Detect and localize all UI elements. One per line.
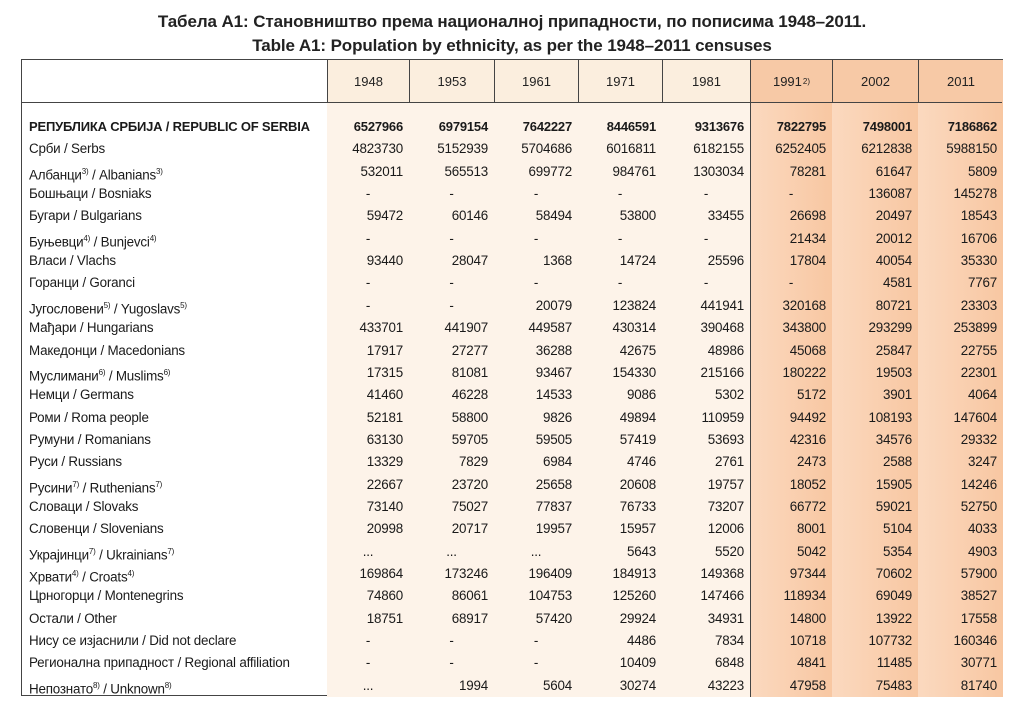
table-title-english: Table A1: Population by ethnicity, as per the 1948–2011 censuses bbox=[252, 36, 772, 55]
year-header-label: 1953 bbox=[437, 73, 467, 89]
table-row bbox=[22, 362, 1002, 384]
cell-value: 180222 bbox=[782, 364, 826, 380]
cell-value: 57420 bbox=[535, 610, 572, 626]
row-label: Русини$^{7)}$ / Ruthenians$^{7)}$ bbox=[29, 479, 163, 496]
cell-value: 18052 bbox=[789, 476, 826, 492]
table-row bbox=[22, 474, 1002, 496]
cell-value: ... bbox=[530, 543, 542, 559]
cell-value: 59021 bbox=[875, 498, 912, 514]
cell-value: 74860 bbox=[366, 588, 403, 604]
table-row bbox=[22, 541, 1002, 563]
cell-value: 5302 bbox=[715, 387, 744, 403]
cell-value: 17917 bbox=[366, 342, 403, 358]
cell-value: 11485 bbox=[876, 655, 912, 671]
cell-value: 13329 bbox=[366, 454, 403, 470]
year-header-label: 2002 bbox=[861, 73, 890, 89]
cell-value: 19957 bbox=[535, 521, 572, 537]
table-row bbox=[22, 250, 1002, 272]
cell-value: 215166 bbox=[700, 364, 744, 380]
cell-value: 9086 bbox=[627, 387, 656, 403]
cell-value: 184913 bbox=[612, 566, 656, 581]
cell-value: 20998 bbox=[366, 521, 403, 537]
cell-value: 15905 bbox=[875, 476, 912, 492]
cell-value: 49894 bbox=[619, 409, 656, 425]
row-label: Украјинци$^{7)}$ / Ukrainians$^{7)}$ bbox=[29, 546, 175, 563]
cell-value: 118934 bbox=[783, 588, 826, 604]
table-row bbox=[22, 585, 1002, 607]
cell-value: 25658 bbox=[535, 476, 572, 492]
row-label: Муслимани$^{6)}$ / Muslims$^{6)}$ bbox=[29, 367, 171, 384]
cell-value: 93440 bbox=[366, 253, 403, 269]
year-header-1971 bbox=[578, 60, 662, 102]
cell-value: 70602 bbox=[875, 566, 912, 581]
cell-value: 53693 bbox=[707, 431, 744, 447]
cell-value: 61647 bbox=[875, 163, 912, 179]
year-header-1948 bbox=[327, 60, 409, 102]
cell-value: - bbox=[449, 230, 454, 246]
cell-value: 5042 bbox=[797, 543, 826, 559]
cell-value: 4823730 bbox=[352, 141, 403, 157]
cell-value: 18751 bbox=[366, 610, 403, 626]
cell-value: 196409 bbox=[528, 566, 572, 581]
cell-value: 42675 bbox=[619, 342, 656, 358]
cell-value: 253899 bbox=[953, 320, 997, 336]
cell-value: 984761 bbox=[612, 163, 656, 179]
year-header-label: 1991 bbox=[772, 73, 802, 89]
cell-value: 6016811 bbox=[606, 141, 656, 157]
year-header-label: 2011 bbox=[947, 73, 975, 89]
cell-value: 14724 bbox=[619, 253, 656, 269]
cell-value: 10409 bbox=[619, 655, 656, 671]
cell-value: 75483 bbox=[875, 677, 912, 693]
row-label: Македонци / Macedonians bbox=[29, 342, 185, 358]
year-header-1953 bbox=[409, 60, 494, 102]
cell-value: 3247 bbox=[968, 454, 997, 470]
cell-value: 68917 bbox=[451, 610, 488, 626]
cell-value: 7829 bbox=[459, 454, 488, 470]
cell-value: - bbox=[788, 186, 794, 202]
cell-value: 78281 bbox=[789, 163, 826, 179]
table-row bbox=[22, 272, 1002, 294]
table-header bbox=[22, 60, 1002, 103]
cell-value: 5354 bbox=[883, 543, 912, 559]
cell-value: 449587 bbox=[528, 320, 572, 336]
cell-value: 7822795 bbox=[776, 119, 826, 134]
cell-value: - bbox=[449, 297, 454, 313]
cell-value: 173246 bbox=[444, 566, 488, 581]
cell-value: 38527 bbox=[960, 588, 997, 604]
row-label: Словаци / Slovaks bbox=[29, 498, 139, 514]
cell-value: 4064 bbox=[968, 387, 997, 403]
cell-value: 430314 bbox=[612, 320, 656, 336]
cell-value: 81740 bbox=[960, 677, 997, 693]
year-header-1961 bbox=[494, 60, 578, 102]
table-row bbox=[22, 317, 1002, 339]
cell-value: 94492 bbox=[789, 409, 826, 425]
cell-value: 30274 bbox=[619, 677, 656, 693]
cell-value: 20608 bbox=[619, 476, 656, 492]
cell-value: 6527966 bbox=[353, 119, 403, 134]
table-title-serbian: Табела А1: Становништво према националној припадности, по пописима 1948–2011. bbox=[157, 12, 867, 31]
row-label: Руси / Russians bbox=[29, 454, 122, 470]
cell-value: 6212838 bbox=[861, 141, 912, 157]
table-row bbox=[22, 518, 1002, 540]
cell-value: 75027 bbox=[451, 498, 488, 514]
cell-value: 160346 bbox=[953, 633, 997, 649]
cell-value: 136087 bbox=[868, 186, 912, 202]
cell-value: - bbox=[365, 633, 371, 649]
row-label: РЕПУБЛИКА СРБИЈА / REPUBLIC OF SERBIA bbox=[29, 119, 310, 134]
cell-value: 29332 bbox=[960, 431, 997, 447]
cell-value: - bbox=[533, 230, 539, 246]
cell-value: - bbox=[617, 275, 623, 291]
cell-value: ... bbox=[362, 677, 374, 693]
cell-value: 6252405 bbox=[775, 141, 826, 157]
table-row bbox=[22, 295, 1002, 317]
table-row bbox=[22, 138, 1002, 160]
cell-value: 17558 bbox=[960, 610, 997, 626]
cell-value: 17315 bbox=[366, 364, 403, 380]
cell-value: 441907 bbox=[444, 320, 488, 336]
cell-value: 14533 bbox=[535, 387, 572, 403]
cell-value: 4746 bbox=[627, 454, 656, 470]
cell-value: 107732 bbox=[868, 633, 912, 649]
cell-value: 57419 bbox=[619, 431, 656, 447]
cell-value: 7498001 bbox=[862, 119, 912, 134]
cell-value: - bbox=[449, 633, 454, 649]
cell-value: 73140 bbox=[366, 498, 403, 514]
cell-value: 34576 bbox=[875, 431, 912, 447]
cell-value: 6984 bbox=[543, 454, 572, 470]
cell-value: 27277 bbox=[451, 342, 488, 358]
row-label: Горанци / Goranci bbox=[29, 275, 135, 291]
cell-value: ... bbox=[446, 543, 457, 559]
cell-value: 1994 bbox=[459, 677, 488, 693]
row-label: Нису се изјаснили / Did not declare bbox=[29, 633, 237, 649]
cell-value: 22301 bbox=[960, 364, 997, 380]
cell-value: 34931 bbox=[707, 610, 744, 626]
cell-value: 154330 bbox=[612, 364, 656, 380]
cell-value: 2473 bbox=[797, 454, 826, 470]
cell-value: 63130 bbox=[366, 431, 403, 447]
cell-value: 25596 bbox=[707, 253, 744, 269]
cell-value: 52181 bbox=[366, 409, 403, 425]
year-header-1991 bbox=[750, 60, 832, 102]
cell-value: 2761 bbox=[715, 454, 744, 470]
cell-value: 59505 bbox=[535, 431, 572, 447]
cell-value: 433701 bbox=[359, 320, 403, 336]
population-table bbox=[21, 59, 1003, 696]
cell-value: 147466 bbox=[700, 588, 744, 604]
cell-value: 7186862 bbox=[947, 119, 997, 134]
cell-value: 532011 bbox=[360, 163, 403, 179]
cell-value: 26698 bbox=[789, 208, 826, 224]
cell-value: 20497 bbox=[875, 208, 912, 224]
cell-value: - bbox=[533, 655, 539, 671]
cell-value: 7834 bbox=[715, 633, 744, 649]
cell-value: 149368 bbox=[700, 566, 744, 581]
cell-value: 5172 bbox=[797, 387, 826, 403]
cell-value: 14800 bbox=[789, 610, 826, 626]
cell-value: 5704686 bbox=[521, 141, 572, 157]
table-row bbox=[22, 228, 1002, 250]
table-row bbox=[22, 675, 1002, 697]
cell-value: - bbox=[533, 275, 539, 291]
cell-value: 25847 bbox=[875, 342, 912, 358]
cell-value: - bbox=[449, 275, 454, 291]
row-label: Југословени$^{5)}$ / Yugoslavs$^{5)}$ bbox=[29, 300, 187, 317]
cell-value: 20717 bbox=[451, 521, 488, 537]
cell-value: 12006 bbox=[707, 521, 744, 537]
cell-value: 293299 bbox=[868, 320, 912, 336]
table-row bbox=[22, 116, 1002, 138]
cell-value: 46228 bbox=[451, 387, 488, 403]
cell-value: - bbox=[703, 275, 709, 291]
cell-value: 66772 bbox=[789, 498, 826, 514]
cell-value: 5988150 bbox=[946, 141, 997, 157]
cell-value: 48986 bbox=[707, 342, 744, 358]
year-header-label: 1981 bbox=[692, 73, 721, 89]
cell-value: 1368 bbox=[543, 253, 572, 269]
cell-value: 35330 bbox=[960, 253, 997, 269]
cell-value: 9826 bbox=[543, 409, 572, 425]
row-label: Власи / Vlachs bbox=[29, 253, 116, 269]
cell-value: 110959 bbox=[701, 409, 744, 425]
table-row bbox=[22, 608, 1002, 630]
row-label: Регионална припадност / Regional affiliation bbox=[29, 655, 290, 671]
cell-value: 19503 bbox=[875, 364, 912, 380]
cell-value: 6979154 bbox=[438, 119, 488, 134]
cell-value: 97344 bbox=[789, 566, 826, 581]
cell-value: 10718 bbox=[789, 633, 826, 649]
row-label: Бошњаци / Bosniaks bbox=[29, 186, 152, 202]
cell-value: 147604 bbox=[953, 409, 997, 425]
cell-value: 40054 bbox=[875, 253, 912, 269]
cell-value: 320168 bbox=[782, 297, 826, 313]
cell-value: 20012 bbox=[875, 230, 912, 246]
row-label: Немци / Germans bbox=[29, 387, 134, 403]
cell-value: 390468 bbox=[700, 320, 744, 336]
row-label: Црногорци / Montenegrins bbox=[29, 588, 184, 604]
cell-value: 47958 bbox=[789, 677, 826, 693]
cell-value: - bbox=[617, 186, 623, 202]
cell-value: 441941 bbox=[700, 297, 744, 313]
cell-value: 9313676 bbox=[694, 119, 744, 134]
cell-value: 4033 bbox=[968, 521, 997, 537]
cell-value: 23303 bbox=[960, 297, 997, 313]
cell-value: 80721 bbox=[875, 297, 912, 313]
cell-value: 60146 bbox=[451, 208, 488, 224]
cell-value: 81081 bbox=[451, 364, 488, 380]
cell-value: 41460 bbox=[366, 387, 403, 403]
cell-value: - bbox=[365, 186, 371, 202]
cell-value: 6848 bbox=[715, 655, 744, 671]
footnote-marker: 2) bbox=[802, 76, 811, 86]
table-row bbox=[22, 384, 1002, 406]
row-label: Бугари / Bulgarians bbox=[29, 208, 142, 224]
cell-value: 7767 bbox=[968, 275, 997, 291]
year-header-label: 1971 bbox=[606, 73, 635, 89]
table-row bbox=[22, 451, 1002, 473]
cell-value: - bbox=[365, 297, 371, 313]
table-row bbox=[22, 652, 1002, 674]
cell-value: 6182155 bbox=[693, 141, 744, 157]
cell-value: 57900 bbox=[960, 566, 997, 581]
cell-value: 4903 bbox=[968, 543, 997, 559]
cell-value: 14246 bbox=[960, 476, 997, 492]
cell-value: - bbox=[449, 655, 454, 671]
cell-value: - bbox=[365, 230, 371, 246]
table-row bbox=[22, 183, 1002, 205]
cell-value: 58800 bbox=[451, 409, 488, 425]
year-header-2002 bbox=[832, 60, 918, 102]
cell-value: - bbox=[703, 186, 709, 202]
row-label: Румуни / Romanians bbox=[29, 431, 151, 447]
cell-value: - bbox=[533, 633, 539, 649]
cell-value: 104753 bbox=[528, 588, 572, 604]
cell-value: 86061 bbox=[451, 588, 488, 604]
row-label: Срби / Serbs bbox=[29, 141, 106, 157]
row-label: Непознато$^{8)}$ / Unknown$^{8)}$ bbox=[29, 680, 172, 697]
cell-value: 565513 bbox=[444, 163, 488, 179]
table-row bbox=[22, 630, 1002, 652]
cell-value: 5643 bbox=[627, 543, 656, 559]
cell-value: 5520 bbox=[715, 543, 744, 559]
cell-value: 29924 bbox=[619, 610, 656, 626]
cell-value: 4581 bbox=[883, 275, 912, 291]
cell-value: 45068 bbox=[789, 342, 826, 358]
cell-value: 3901 bbox=[883, 387, 912, 403]
cell-value: 16706 bbox=[960, 230, 997, 246]
cell-value: 20079 bbox=[535, 297, 572, 313]
cell-value: 22667 bbox=[366, 476, 403, 492]
cell-value: 2588 bbox=[883, 454, 912, 470]
row-label: Хрвати$^{4)}$ / Croats$^{4)}$ bbox=[29, 569, 135, 585]
cell-value: 36288 bbox=[535, 342, 572, 358]
cell-value: 69049 bbox=[875, 588, 912, 604]
row-label: Остали / Other bbox=[29, 610, 117, 626]
cell-value: 4841 bbox=[797, 655, 826, 671]
year-header-2011 bbox=[918, 60, 1003, 102]
row-label: Роми / Roma people bbox=[29, 409, 149, 425]
cell-value: - bbox=[365, 655, 371, 671]
table-row bbox=[22, 205, 1002, 227]
cell-value: - bbox=[703, 230, 709, 246]
cell-value: 8446591 bbox=[606, 119, 656, 134]
cell-value: 5809 bbox=[968, 163, 997, 179]
cell-value: 21434 bbox=[789, 230, 826, 246]
table-row bbox=[22, 161, 1002, 183]
row-label: Мађари / Hungarians bbox=[29, 320, 154, 336]
cell-value: 1303034 bbox=[693, 163, 744, 179]
cell-value: 4486 bbox=[627, 633, 656, 649]
table-row bbox=[22, 340, 1002, 362]
cell-value: 30771 bbox=[960, 655, 997, 671]
table-row bbox=[22, 496, 1002, 518]
cell-value: 108193 bbox=[868, 409, 912, 425]
year-header-label: 1961 bbox=[522, 73, 551, 89]
row-label: Албанци$^{3)}$ / Albanians$^{3)}$ bbox=[29, 166, 163, 183]
cell-value: - bbox=[788, 275, 794, 291]
cell-value: 8001 bbox=[797, 521, 826, 537]
cell-value: - bbox=[533, 186, 539, 202]
table-row bbox=[22, 407, 1002, 429]
cell-value: 699772 bbox=[528, 163, 572, 179]
cell-value: 13922 bbox=[875, 610, 912, 626]
cell-value: - bbox=[365, 275, 371, 291]
cell-value: 15957 bbox=[619, 521, 656, 537]
year-header-label: 1948 bbox=[354, 73, 383, 89]
table-body bbox=[22, 102, 1002, 697]
cell-value: 5152939 bbox=[437, 141, 488, 157]
cell-value: ... bbox=[362, 543, 374, 559]
cell-value: 7642227 bbox=[522, 119, 572, 134]
cell-value: 73207 bbox=[707, 498, 744, 514]
cell-value: 59472 bbox=[366, 208, 403, 224]
cell-value: 343800 bbox=[782, 320, 826, 336]
cell-value: - bbox=[617, 230, 623, 246]
cell-value: 77837 bbox=[535, 498, 572, 514]
cell-value: 17804 bbox=[789, 253, 826, 269]
table-row bbox=[22, 429, 1002, 451]
cell-value: 93467 bbox=[535, 364, 572, 380]
cell-value: - bbox=[449, 186, 454, 202]
cell-value: 18543 bbox=[960, 208, 997, 224]
cell-value: 5104 bbox=[883, 521, 912, 537]
cell-value: 28047 bbox=[451, 253, 488, 269]
cell-value: 52750 bbox=[960, 498, 997, 514]
cell-value: 58494 bbox=[535, 208, 572, 224]
cell-value: 125260 bbox=[612, 588, 656, 604]
cell-value: 5604 bbox=[543, 677, 572, 693]
cell-value: 19757 bbox=[707, 476, 744, 492]
cell-value: 53800 bbox=[619, 208, 656, 224]
cell-value: 169864 bbox=[359, 566, 403, 581]
cell-value: 33455 bbox=[707, 208, 744, 224]
cell-value: 76733 bbox=[619, 498, 656, 514]
row-label: Буњевци$^{4)}$ / Bunjevci$^{4)}$ bbox=[29, 233, 157, 250]
table-row bbox=[22, 563, 1002, 585]
cell-value: 123824 bbox=[612, 297, 656, 313]
cell-value: 43223 bbox=[707, 677, 744, 693]
cell-value: 145278 bbox=[953, 186, 997, 202]
year-header-1981 bbox=[662, 60, 750, 102]
cell-value: 42316 bbox=[789, 431, 826, 447]
cell-value: 22755 bbox=[960, 342, 997, 358]
row-label: Словенци / Slovenians bbox=[29, 521, 164, 537]
cell-value: 23720 bbox=[451, 476, 488, 492]
cell-value: 59705 bbox=[451, 431, 488, 447]
